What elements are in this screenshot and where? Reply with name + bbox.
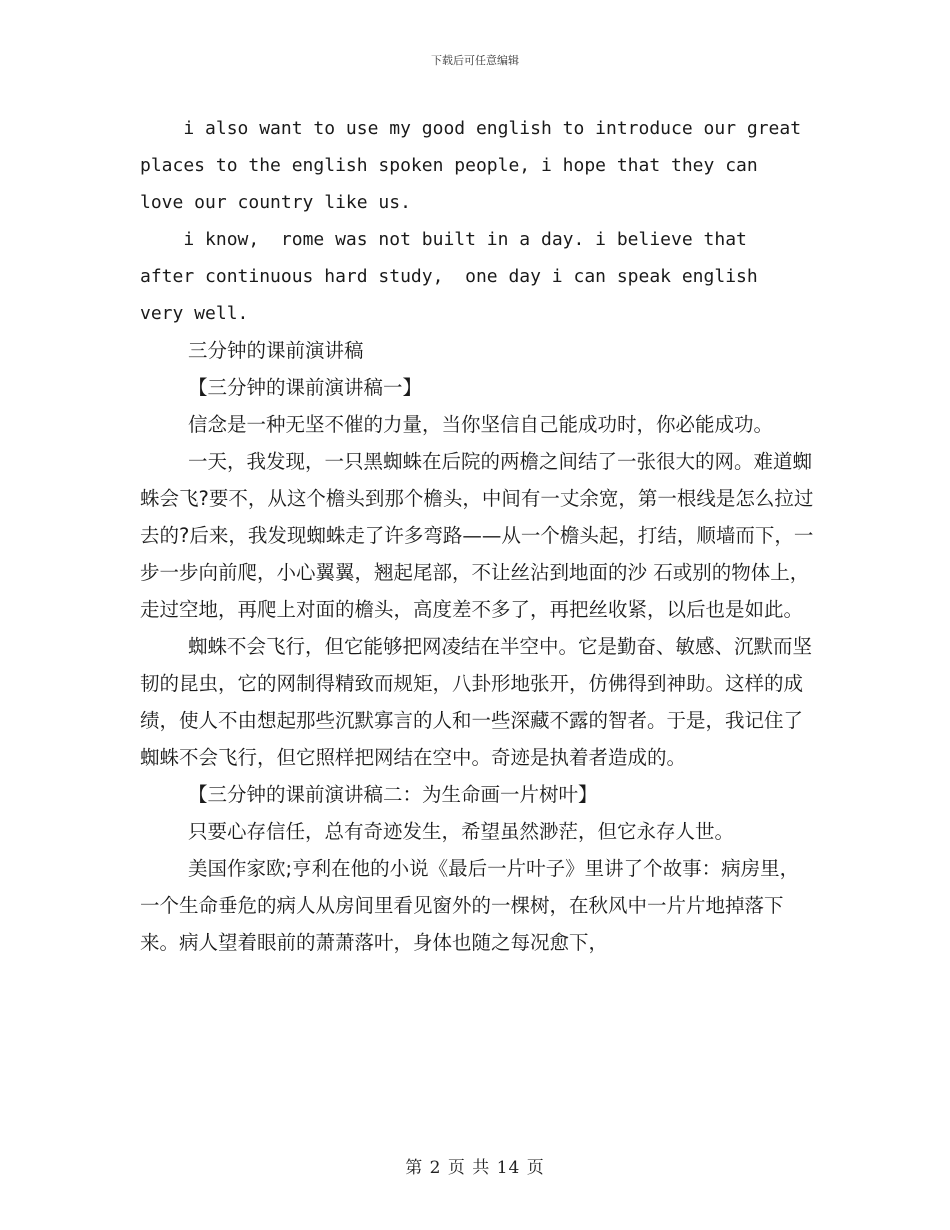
speech-heading-2: 【三分钟的课前演讲稿二：为生命画一片树叶】 — [188, 783, 598, 806]
section-title: 三分钟的课前演讲稿 — [188, 339, 364, 362]
paragraph-spider-lesson: 蜘蛛不会飞行，但它能够把网凌结在半空中。它是勤奋、敏感、沉默而坚韧的昆虫，它的网制得精致而规矩，八卦形地张开，仿佛得到神助。这样的成绩，使人不由想起那些沉默寡言的人和一些深藏不露的智者。于是，我记住了蜘蛛不会飞行，但它照样把网结在空中。奇迹是执着者造成的。 — [140, 635, 813, 769]
page-header: 下载后可任意编辑 — [431, 54, 519, 67]
paragraph-english-2: i know, rome was not built in a day. i believe that after continuous hard study, one day i can speak english very well. — [140, 229, 758, 324]
paragraph-english-1: i also want to use my good english to introduce our great places to the english spoken people, i hope that they can love our country like us. — [140, 118, 802, 213]
page-number: 第 2 页 共 14 页 — [405, 1158, 545, 1178]
paragraph-last-leaf: 美国作家欧;亨利在他的小说《最后一片叶子》里讲了个故事：病房里，一个生命垂危的病人从房间里看见窗外的一棵树，在秋风中一片片地掉落下来。病人望着眼前的萧萧落叶，身体也随之每况愈下， — [140, 857, 800, 954]
speech-heading-1: 【三分钟的课前演讲稿一】 — [188, 376, 423, 399]
paragraph-belief: 信念是一种无坚不催的力量，当你坚信自己能成功时，你必能成功。 — [188, 413, 774, 436]
paragraph-spider-story: 一天，我发现，一只黑蜘蛛在后院的两檐之间结了一张很大的网。难道蜘蛛会飞?要不，从这个檐头到那个檐头，中间有一丈余宽，第一根线是怎么拉过去的?后来，我发现蜘蛛走了许多弯路——从一个檐头起，打结，顺墙而下，一步一步向前爬，小心翼翼，翘起尾部，不让丝沾到地面的沙 石或别的物体上，走过空地，再爬上对面的檐头，高度差不多了，再把丝收紧，以后也是如此。 — [140, 450, 814, 621]
document-body — [140, 110, 815, 961]
paragraph-hope: 只要心存信任，总有奇迹发生，希望虽然渺茫，但它永存人世。 — [188, 820, 735, 843]
